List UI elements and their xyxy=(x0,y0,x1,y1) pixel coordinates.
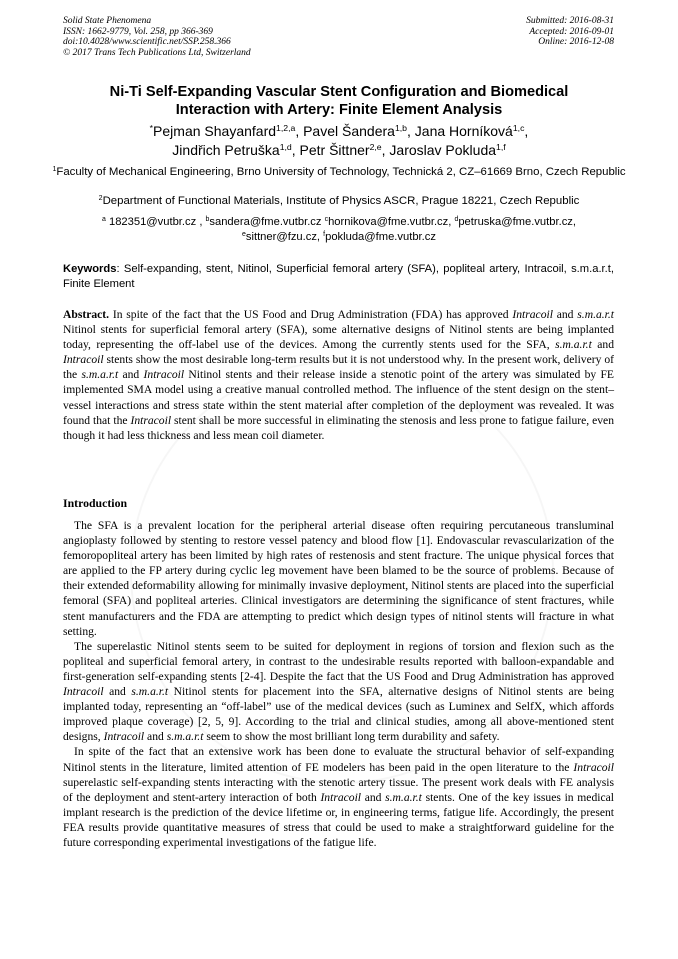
author-separator: , xyxy=(524,123,529,139)
email-mark: d xyxy=(454,216,459,224)
abstract-italic: Intracoil xyxy=(512,308,553,321)
section-heading-introduction: Introduction xyxy=(63,496,128,510)
abstract-italic: s.m.a.r.t xyxy=(81,368,119,382)
abstract-text: and xyxy=(591,338,615,352)
intro-italic: Intracoil xyxy=(103,730,145,744)
author-name: Jindřich Petruška xyxy=(172,142,280,158)
author-name: Pejman Shayanfard xyxy=(153,123,277,139)
author-affil: 1,d xyxy=(279,142,292,153)
keywords-label: Keywords xyxy=(63,263,117,275)
keywords xyxy=(63,262,614,292)
author-name: , Jaroslav Pokluda xyxy=(381,142,497,158)
author-name: , Petr Šittner xyxy=(291,142,370,158)
journal-name: Solid State Phenomena xyxy=(63,16,152,26)
email-line-2 xyxy=(48,230,630,245)
email-link[interactable]: pokluda@fme.vutbr.cz xyxy=(325,230,436,243)
abstract-text: stents show the most desirable long-term results but it is not understood why. In the present work, delivery of the xyxy=(63,353,614,382)
email-link[interactable]: 182351@vutbr.cz , xyxy=(105,216,206,228)
author-affil: 2,e xyxy=(369,142,382,153)
abstract-label: Abstract. xyxy=(63,308,110,321)
issn-line: ISSN: 1662-9779, Vol. 258, pp 366-369 xyxy=(63,26,213,37)
doi-line: doi:10.4028/www.scientific.net/SSP.258.366 xyxy=(63,37,231,48)
abstract-text: and xyxy=(552,308,578,321)
affiliation-mark: 2 xyxy=(98,195,103,203)
author-list xyxy=(40,122,638,160)
author-line-1 xyxy=(40,122,638,141)
intro-text: seem to show the most brilliant long term durability and safety. xyxy=(203,730,500,744)
author-line-2 xyxy=(40,141,638,160)
author-emails xyxy=(48,215,630,244)
title-line-1: Ni-Ti Self-Expanding Vascular Stent Configuration and Biomedical xyxy=(109,84,569,100)
author-affil: 1,b xyxy=(394,123,407,134)
author-affil: 1,2,a xyxy=(276,123,296,134)
intro-text: The superelastic Nitinol stents seem to be suited for deployment in regions of torsion and flexion such as the popliteal and superficial femoral artery, in contrast to the undesirable results reported with balloon-expandable and first-generation self-expanding stents [2-4]. Despite the fact that the US Food and Drug Administration has approved xyxy=(63,639,614,683)
intro-italic: Intracoil xyxy=(573,760,614,774)
affiliation-text: Department of Functional Materials, Institute of Physics ASCR, Prague 18221, Czech Republic xyxy=(102,195,580,207)
intro-text: Nitinol stents for placement into the SFA, alternative designs of Nitinol stents are being implanted today, representing an “off-label” use of the medical devices (such as Luminex and SelfX, which affords improved plaque coverage) [2, 5, 9]. According to the trial and clinical studies, among all above-mentioned stent designs, xyxy=(63,685,615,744)
email-link[interactable]: sittner@fzu.cz, xyxy=(245,230,324,243)
dates-header xyxy=(526,16,614,48)
intro-italic: s.m.a.r.t xyxy=(131,685,169,699)
affiliation-2 xyxy=(48,194,630,209)
journal-header xyxy=(63,16,251,58)
affiliation-text: Faculty of Mechanical Engineering, Brno University of Technology, Technická 2, CZ–61669 Brno, Czech Republic xyxy=(56,166,626,178)
paper-title xyxy=(40,83,638,119)
submitted-date: Submitted: 2016-08-31 xyxy=(526,16,614,26)
intro-italic: s.m.a.r.t xyxy=(385,790,422,804)
intro-paragraph-1: The SFA is a prevalent location for the peripheral arterial disease often requiring percutaneous transluminal angioplasty followed by stenting to restore vessel patency and blood flow [1]. Endovascular revascularization of the femoropopliteal artery has been limited by high rates of restenosis and stent fracture. The unique physical forces that are applied to the FP artery during cyclic leg movement have been blamed to be the source of problems. Because of their extended deformability allowing for minimally invasive deployment, Nitinol stents are placed into the superficial femoral (SFA) and popliteal arteries. Clinical investigators are determining the significance of stent fractures, while stent manufacturers and the FDA are attempting to predict which design types of nitinol stents will fracture in what setting. xyxy=(63,519,614,638)
intro-text: stents. One of the key issues in medical implant research is the prediction of the device lifetime or, in engineering terms, fatigue life. Accordingly, the present FEA results provide quantitative measures of stress that could be used to make a straightforward guideline for the future corresponding experimental investigations of the fatigue life. xyxy=(63,790,614,849)
affiliation-mark: 1 xyxy=(52,166,57,174)
email-mark: e xyxy=(242,230,246,238)
intro-text: and xyxy=(103,685,132,699)
intro-italic: s.m.a.r.t xyxy=(166,730,204,744)
email-mark: f xyxy=(323,230,326,238)
affiliation-1 xyxy=(48,165,630,180)
intro-text: superelastic self-expanding stents interacting with the stenotic artery tissue. The present work deals with FE analysis of the deployment and stent-artery interaction of both xyxy=(63,775,614,804)
intro-italic: Intracoil xyxy=(320,790,362,804)
abstract-paragraph xyxy=(63,307,614,443)
email-mark: a xyxy=(102,216,106,224)
email-line-1 xyxy=(48,215,630,230)
intro-text: In spite of the fact that an extensive work has been done to evaluate the structural behavior of self-expanding Nitinol stents in the literature, limited attention of FE modelers has been paid in the open literature to the xyxy=(63,745,614,774)
title-line-2: Interaction with Artery: Finite Element Analysis xyxy=(175,102,503,118)
author-affil: 1,c xyxy=(512,123,525,134)
online-date: Online: 2016-12-08 xyxy=(538,37,614,48)
intro-paragraph-2 xyxy=(63,639,614,745)
email-link[interactable]: petruska@fme.vutbr.cz, xyxy=(458,216,576,228)
intro-text: and xyxy=(361,790,386,804)
abstract-italic: Intracoil xyxy=(143,368,185,382)
abstract-text: In spite of the fact that the US Food and Drug Administration (FDA) has approved xyxy=(109,308,513,321)
abstract-text: Nitinol stents for superficial femoral artery (SFA), some alternative designs of Nitinol stents are being implanted today, representing the off-label use of the devices. Among the currently stents used for the SFA, xyxy=(63,323,614,352)
accepted-date: Accepted: 2016-09-01 xyxy=(529,26,614,37)
corresponding-mark: * xyxy=(149,123,154,134)
keywords-text: : Self-expanding, stent, Nitinol, Superficial femoral artery (SFA), popliteal artery, Intracoil, s.m.a.r.t, Finite Element xyxy=(63,263,614,290)
intro-italic: Intracoil xyxy=(63,685,104,699)
intro-paragraph-3 xyxy=(63,744,614,850)
author-name: , Jana Horníková xyxy=(407,123,513,139)
author-name: , Pavel Šandera xyxy=(295,123,395,139)
abstract-italic: s.m.a.r.t xyxy=(555,338,592,352)
abstract-italic: Intracoil xyxy=(130,413,172,427)
author-affil: 1,f xyxy=(496,142,506,153)
intro-text: and xyxy=(144,730,167,744)
abstract-text: stent shall be more successful in eliminating the stenosis and less prone to fatigue failure, even though it had less thickness and less mean coil diameter. xyxy=(63,413,614,442)
email-link[interactable]: sandera@fme.vutbr.cz xyxy=(209,216,325,228)
email-mark: c xyxy=(324,216,329,224)
introduction-body xyxy=(63,518,614,850)
email-link[interactable]: hornikova@fme.vutbr.cz, xyxy=(328,216,455,228)
email-mark: b xyxy=(205,216,210,224)
abstract-italic: Intracoil xyxy=(63,353,104,367)
abstract xyxy=(63,307,614,443)
abstract-text: Nitinol stents and their release inside a stenotic point of the artery was simulated by FE implemented SMA model using a creative manual controlled method. The influence of the stent design on the stent–vessel interactions and stress state within the stent material after completion of the deployment was revealed. It was found that the xyxy=(63,368,615,427)
abstract-text: and xyxy=(118,368,144,382)
abstract-italic: s.m.a.r.t xyxy=(577,308,615,321)
copyright-line: © 2017 Trans Tech Publications Ltd, Switzerland xyxy=(63,47,251,58)
